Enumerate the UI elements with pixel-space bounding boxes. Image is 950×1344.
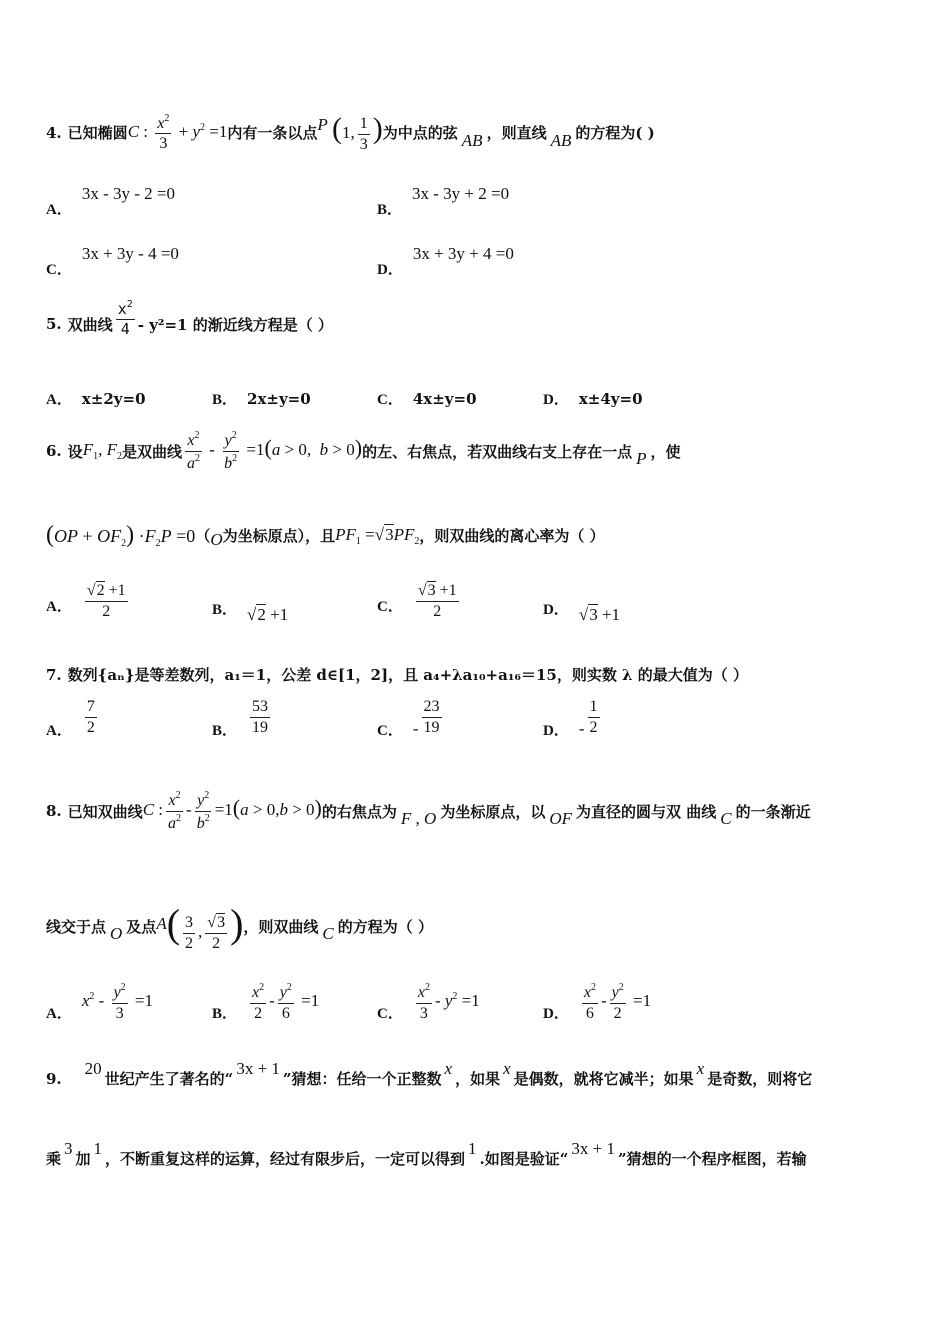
q7-option-d: D． - $\frac{1}{2}$	[543, 698, 598, 739]
question-4: 4. 已知椭圆 C : $\frac{x^2}{3}$ + $y^2 =1$ 内有一条以点 P (1, $\frac{1}{3}$ ) 为中点的弦 AB ，则直线 AB 的方程为( )	[46, 112, 655, 153]
pf-relation: $PF_1 =√3PF_2$	[335, 524, 420, 547]
question-8-line-2: 线交于点 O 及点 A( $\frac{3}{2}$ , $\frac{√3}{2}$ ) ，则双曲线 C 的方程为（ ）	[46, 901, 433, 952]
q5-option-c: C． 4x±y=0	[377, 389, 477, 408]
q7-option-b: B． $\frac{53}{19}$	[212, 698, 269, 739]
q6-option-a: A． $\frac{√2 +1}{2}$	[46, 582, 126, 620]
ellipse-equation: C : $\frac{x^2}{3}$ + $y^2 =1$	[127, 112, 228, 153]
q4-option-c: C． 3x + 3y - 4 =0	[46, 243, 179, 278]
q4-option-b: B． 3x - 3y + 2 =0	[377, 183, 510, 218]
question-7: 7. 数列{aₙ}是等差数列，a₁＝1，公差 d∈[1，2]，且 a₄+λa₁₀+a₁₆＝15，则实数 λ 的最大值为（ ）	[46, 665, 749, 684]
question-9-line-1: 9. 20 世纪产生了著名的“ 3x + 1 ”猜想：任给一个正整数 x ，如果 x 是偶数，就将它减半；如果 x 是奇数，则将它	[46, 1058, 813, 1088]
q5-option-b: B． 2x±y=0	[212, 389, 311, 408]
question-6-line-2: $(OP + OF_2) \cdot F_2P =0$ （ O 为坐标原点），且 $PF_1 =√3PF_2$ ，则双曲线的离心率为（ ）	[46, 522, 605, 549]
point-p: P (1, $\frac{1}{3}$ )	[317, 112, 383, 153]
q7-option-c: C． - $\frac{23}{19}$	[377, 698, 440, 739]
vector-condition: $(OP + OF_2) \cdot F_2P =0$	[46, 522, 196, 549]
q6-option-b: B． √2 +1	[212, 602, 289, 624]
q7-option-a: A． $\frac{7}{2}$	[46, 698, 95, 739]
point-a: A( $\frac{3}{2}$ , $\frac{√3}{2}$ )	[156, 901, 244, 952]
question-6-line-1: 6. 设 $F_1$, $F_2$ 是双曲线 $\frac{x^2}{a^2}$ - $\frac{y^2}{b^2}$ =1(a > 0, b > 0) 的左、右焦点，若双曲线右支上存在一点 P ，使	[46, 430, 681, 472]
q8-option-c: C． $\frac{x^2}{3}$ - $y^2 =1$	[377, 982, 480, 1022]
question-8-line-1: 8. 已知双曲线 C : $\frac{x^2}{a^2}$ - $\frac{y^2}{b^2}$ =1(a > 0,b > 0) 的右焦点为 F , O 为坐标原点，以 OF 为直径的圆与双 曲线 C 的一条渐近	[46, 790, 811, 832]
question-9-line-2: 乘 3 加 1 ，不断重复这样的运算，经过有限步后，一定可以得到 1 .如图是验证“ 3x + 1 ”猜想的一个程序框图，若输	[46, 1138, 807, 1168]
q4-number: 4.	[46, 123, 62, 142]
hyperbola-fraction: $\frac{x^2}{4}$	[117, 299, 133, 338]
q5-option-d: D． x±4y=0	[543, 389, 643, 408]
question-5: 5. 双曲线 $\frac{x^2}{4}$ - y²=1 的渐近线方程是（ ）	[46, 299, 333, 338]
q6-option-d: D． √3 +1	[543, 602, 621, 624]
foci-f1-f2: $F_1$, $F_2$	[82, 440, 122, 463]
q6-option-c: C． $\frac{√3 +1}{2}$	[377, 582, 457, 620]
hyperbola-c-equation: C : $\frac{x^2}{a^2}$ - $\frac{y^2}{b^2}$ =1(a > 0,b > 0)	[142, 790, 322, 832]
q4-option-d: D． 3x + 3y + 4 =0	[377, 243, 514, 278]
q8-option-b: B． $\frac{x^2}{2}$ - $\frac{y^2}{6}$ =1	[212, 982, 320, 1022]
q8-option-a: A． $x^2$ - $\frac{y^2}{3}$ =1	[46, 982, 154, 1022]
q8-option-d: D． $\frac{x^2}{6}$ - $\frac{y^2}{2}$ =1	[543, 982, 652, 1022]
hyperbola-equation: $\frac{x^2}{a^2}$ - $\frac{y^2}{b^2}$ =1(a > 0, b > 0)	[186, 430, 363, 472]
q4-option-a: A． 3x - 3y - 2 =0	[46, 183, 176, 218]
q5-option-a: A． x±2y=0	[46, 389, 146, 408]
